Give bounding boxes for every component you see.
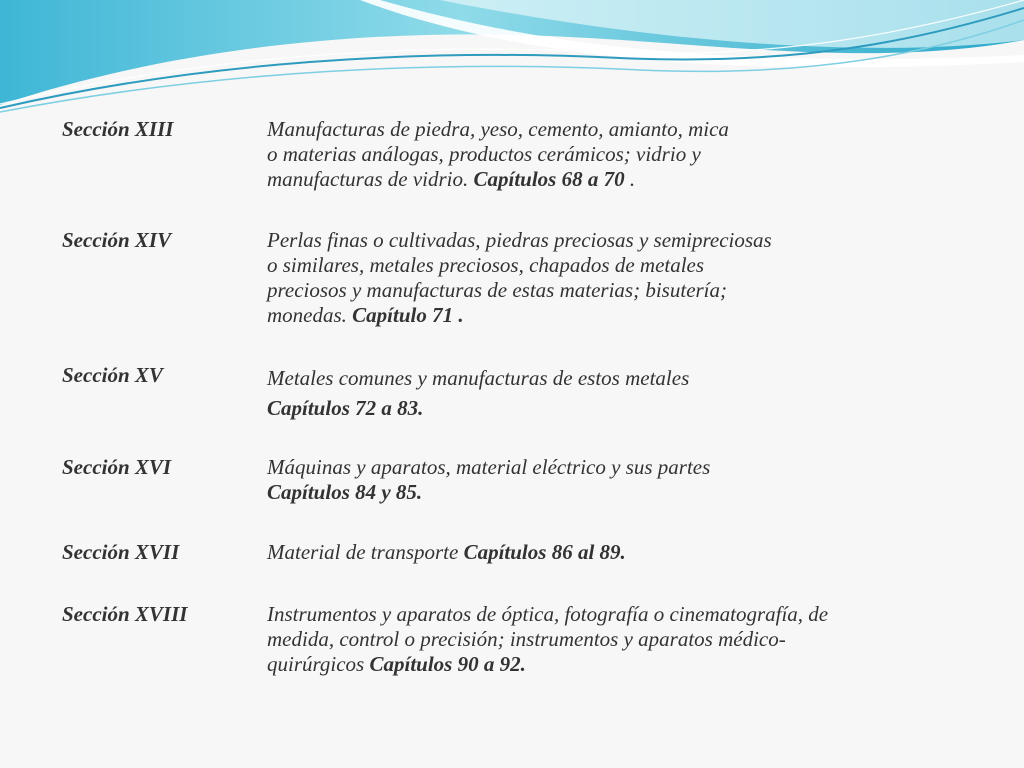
section-label: Sección XIII bbox=[62, 117, 174, 141]
description-text: . bbox=[624, 167, 636, 191]
description-line bbox=[267, 393, 982, 423]
section-description bbox=[267, 117, 982, 192]
section-label: Sección XV bbox=[62, 363, 163, 387]
description-line bbox=[267, 455, 982, 480]
description-line bbox=[267, 303, 982, 328]
description-text: o similares, metales preciosos, chapados de metales bbox=[267, 253, 705, 277]
chapter-reference: Capítulos 72 a 83. bbox=[267, 396, 424, 420]
chapter-reference: Capítulos 86 al 89. bbox=[463, 540, 626, 564]
section-description bbox=[267, 363, 982, 423]
section-description bbox=[267, 228, 982, 328]
description-line bbox=[267, 142, 982, 167]
description-text: Máquinas y aparatos, material eléctrico y sus partes bbox=[267, 455, 711, 479]
description-text: manufacturas de vidrio. bbox=[267, 167, 474, 191]
description-text: Material de transporte bbox=[267, 540, 464, 564]
chapter-reference: Capítulos 84 y 85. bbox=[267, 480, 423, 504]
description-text: Perlas finas o cultivadas, piedras preciosas y semipreciosas bbox=[267, 228, 772, 252]
description-line bbox=[267, 480, 982, 505]
section-label: Sección XVI bbox=[62, 455, 172, 479]
description-line bbox=[267, 253, 982, 278]
description-line bbox=[267, 167, 982, 192]
description-line bbox=[267, 602, 982, 627]
description-text: quirúrgicos bbox=[267, 652, 370, 676]
chapter-reference: Capítulos 90 a 92. bbox=[369, 652, 526, 676]
chapter-reference: Capítulo 71 . bbox=[352, 303, 464, 327]
description-text: Metales comunes y manufacturas de estos metales bbox=[267, 366, 690, 390]
description-text: Instrumentos y aparatos de óptica, fotografía o cinematografía, de bbox=[267, 602, 829, 626]
description-line bbox=[267, 627, 982, 652]
description-text: monedas. bbox=[267, 303, 353, 327]
description-line bbox=[267, 117, 982, 142]
description-text: preciosos y manufacturas de estas materias; bisutería; bbox=[267, 278, 728, 302]
description-line bbox=[267, 278, 982, 303]
section-label: Sección XVII bbox=[62, 540, 180, 564]
description-line bbox=[267, 363, 982, 393]
description-text: o materias análogas, productos cerámicos; vidrio y bbox=[267, 142, 701, 166]
section-description bbox=[267, 540, 982, 565]
description-text: medida, control o precisión; instrumentos y aparatos médico- bbox=[267, 627, 786, 651]
section-label: Sección XIV bbox=[62, 228, 172, 252]
section-description bbox=[267, 455, 982, 505]
description-line bbox=[267, 228, 982, 253]
section-label: Sección XVIII bbox=[62, 602, 188, 626]
description-text: Manufacturas de piedra, yeso, cemento, amianto, mica bbox=[267, 117, 729, 141]
chapter-reference: Capítulos 68 a 70 bbox=[473, 167, 625, 191]
section-description bbox=[267, 602, 982, 677]
description-line bbox=[267, 652, 982, 677]
description-line bbox=[267, 540, 982, 565]
